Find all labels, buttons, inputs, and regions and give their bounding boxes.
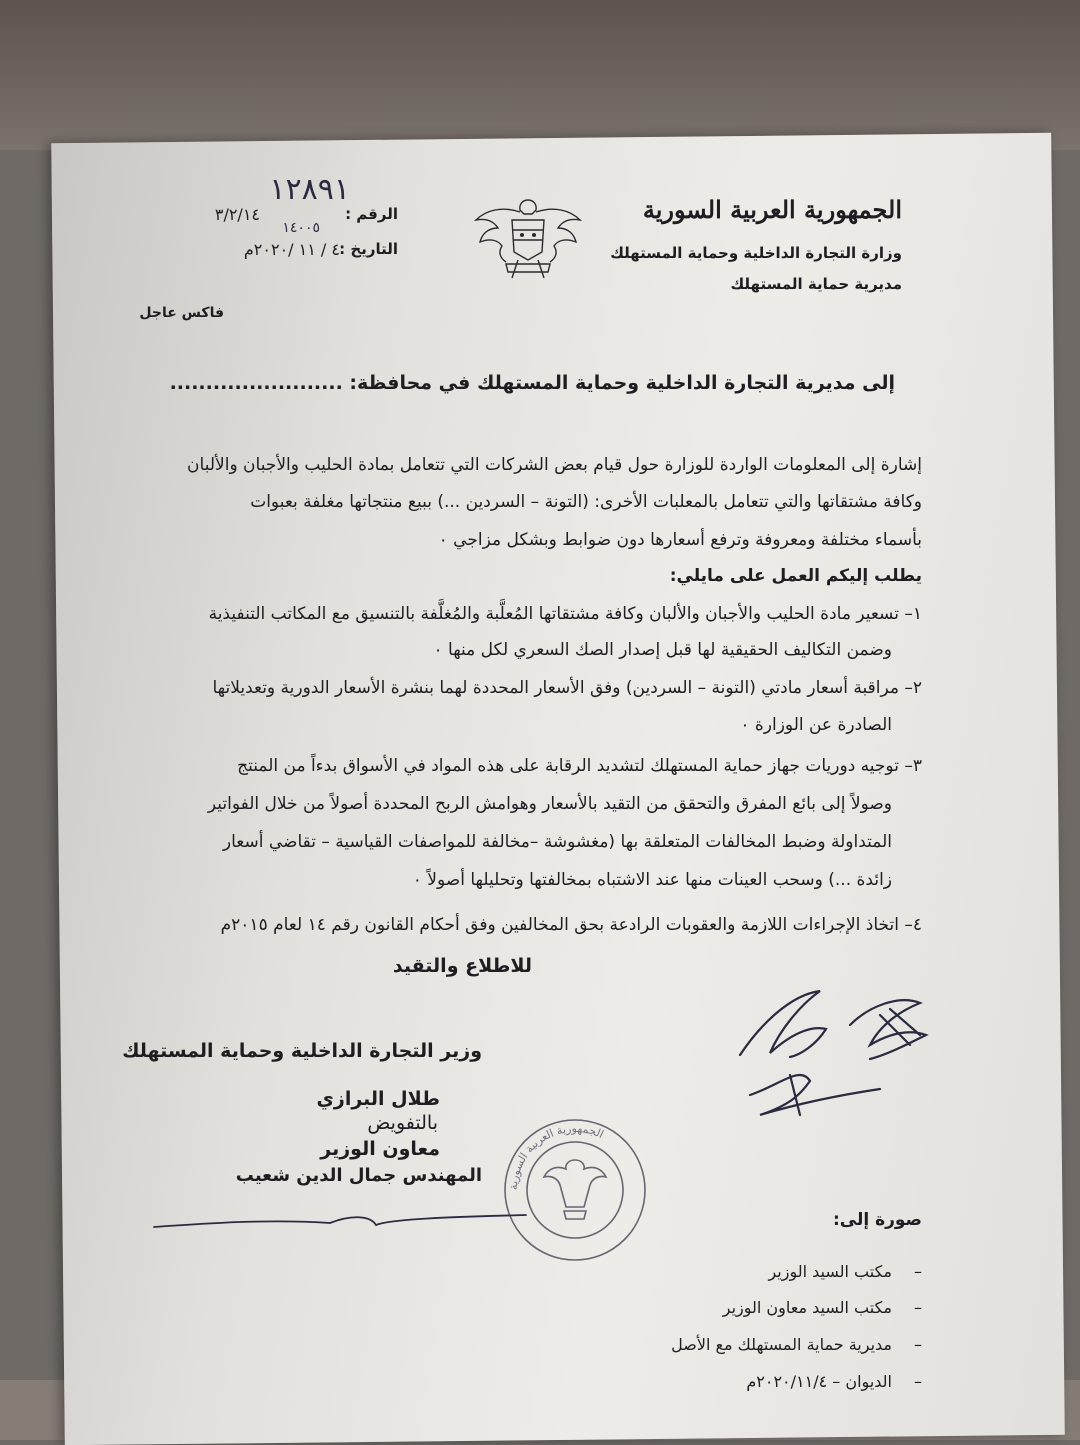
- copy-item: [723, 1298, 922, 1317]
- intro-line: بأسماء مختلفة ومعروفة وترفع أسعارها دون ضوابط وبشكل مزاجي ٠: [438, 530, 922, 550]
- copy-item-label: الديوان – ٢٠٢٠/١١/٤م: [746, 1372, 892, 1391]
- signatory-name: المهندس جمال الدين شعيب: [235, 1165, 482, 1186]
- official-stamp-icon: [500, 1115, 650, 1265]
- item-line: الصادرة عن الوزارة ٠: [740, 715, 892, 735]
- handwritten-signature-icon: [730, 985, 930, 1125]
- stamp-arc-text: الجمهورية العربية السورية: [506, 1121, 606, 1191]
- intro-line: وكافة مشتقاتها والتي تتعامل بالمعلبات الأخرى: (التونة – السردين ...) ببيع منتجاتها مغلفة بعبوات: [250, 492, 922, 512]
- recipient-line: إلى مديرية التجارة الداخلية وحماية المستهلك في محافظة: ........................: [169, 372, 895, 394]
- item-line: ٣– توجيه دوريات جهاز حماية المستهلك لتشديد الرقابة على هذه المواد في الأسواق بدءاً من المنتج: [237, 756, 922, 776]
- ref-handwritten-number: ١٢٨٩١: [269, 172, 350, 207]
- item-line: ٤– اتخاذ الإجراءات اللازمة والعقوبات الرادعة بحق المخالفين وفق أحكام القانون رقم ١٤ لعام ٢٠١٥م: [220, 915, 922, 935]
- ref-number-value: ٣/٢/١٤: [214, 205, 260, 224]
- deputy-minister-title: معاون الوزير: [320, 1138, 440, 1160]
- authorization-label: بالتفويض: [367, 1112, 438, 1134]
- copy-item: [746, 1372, 922, 1391]
- item-line: ٢– مراقبة أسعار مادتي (التونة – السردين) وفق الأسعار المحددة لهما بنشرة الأسعار الدورية وتعديلاتها: [212, 678, 922, 698]
- background-top: [0, 0, 1080, 150]
- date-value: ٤ / ١١ /٢٠٢٠م: [243, 240, 340, 259]
- copy-item-label: مديرية حماية المستهلك مع الأصل: [671, 1335, 892, 1354]
- list-dash: –: [914, 1372, 922, 1391]
- list-dash: –: [914, 1335, 922, 1354]
- ministry-name: وزارة التجارة الداخلية وحماية المستهلك: [610, 244, 902, 262]
- closing-phrase: للاطلاع والتقيد: [392, 955, 532, 977]
- ref-handwritten-subnumber: ١٤٠٠٥: [282, 220, 320, 236]
- item-line: وضمن التكاليف الحقيقية لها قبل إصدار الصك السعري لكل منها ٠: [433, 640, 892, 660]
- republic-heading: الجمهورية العربية السورية: [642, 195, 902, 224]
- copy-item: [768, 1262, 922, 1281]
- ref-number-label: الرقم :: [345, 205, 398, 223]
- item-line: زائدة ...) وسحب العينات منها عند الاشتباه بمخالفتها وتحليلها أصولاً ٠: [412, 870, 892, 890]
- copies-heading: صورة إلى:: [832, 1210, 922, 1230]
- eagle-emblem-icon: [472, 192, 584, 282]
- copy-item: [671, 1335, 922, 1354]
- item-line: وصولاً إلى بائع المفرق والتحقق من التقيد بالأسعار وهوامش الربح المحددة أصولاً من خلال الفواتير: [207, 794, 892, 814]
- demand-heading: يطلب إليكم العمل على مايلي:: [669, 566, 922, 586]
- urgent-fax-label: فاكس عاجل: [139, 305, 224, 321]
- copy-item-label: مكتب السيد معاون الوزير: [722, 1298, 892, 1317]
- directorate-name: مديرية حماية المستهلك: [730, 275, 902, 293]
- pen-underline-icon: [150, 1205, 530, 1240]
- item-line: ١– تسعير مادة الحليب والأجبان والألبان وكافة مشتقاتها المُعلَّبة والمُغلَّفة بالتنسيق مع المكاتب التنفيذية: [208, 604, 922, 624]
- minister-title: وزير التجارة الداخلية وحماية المستهلك: [122, 1040, 482, 1062]
- copy-item-label: مكتب السيد الوزير: [768, 1262, 892, 1281]
- list-dash: –: [914, 1262, 922, 1281]
- intro-line: إشارة إلى المعلومات الواردة للوزارة حول قيام بعض الشركات التي تتعامل بمادة الحليب والأجبان والألبان: [187, 455, 922, 475]
- item-line: المتداولة وضبط المخالفات المتعلقة بها (مغشوشة –مخالفة للمواصفات القياسية – تقاضي أسعار: [222, 832, 892, 852]
- date-label: التاريخ :: [339, 240, 398, 258]
- minister-name: طلال البرازي: [316, 1088, 440, 1110]
- list-dash: –: [914, 1298, 922, 1317]
